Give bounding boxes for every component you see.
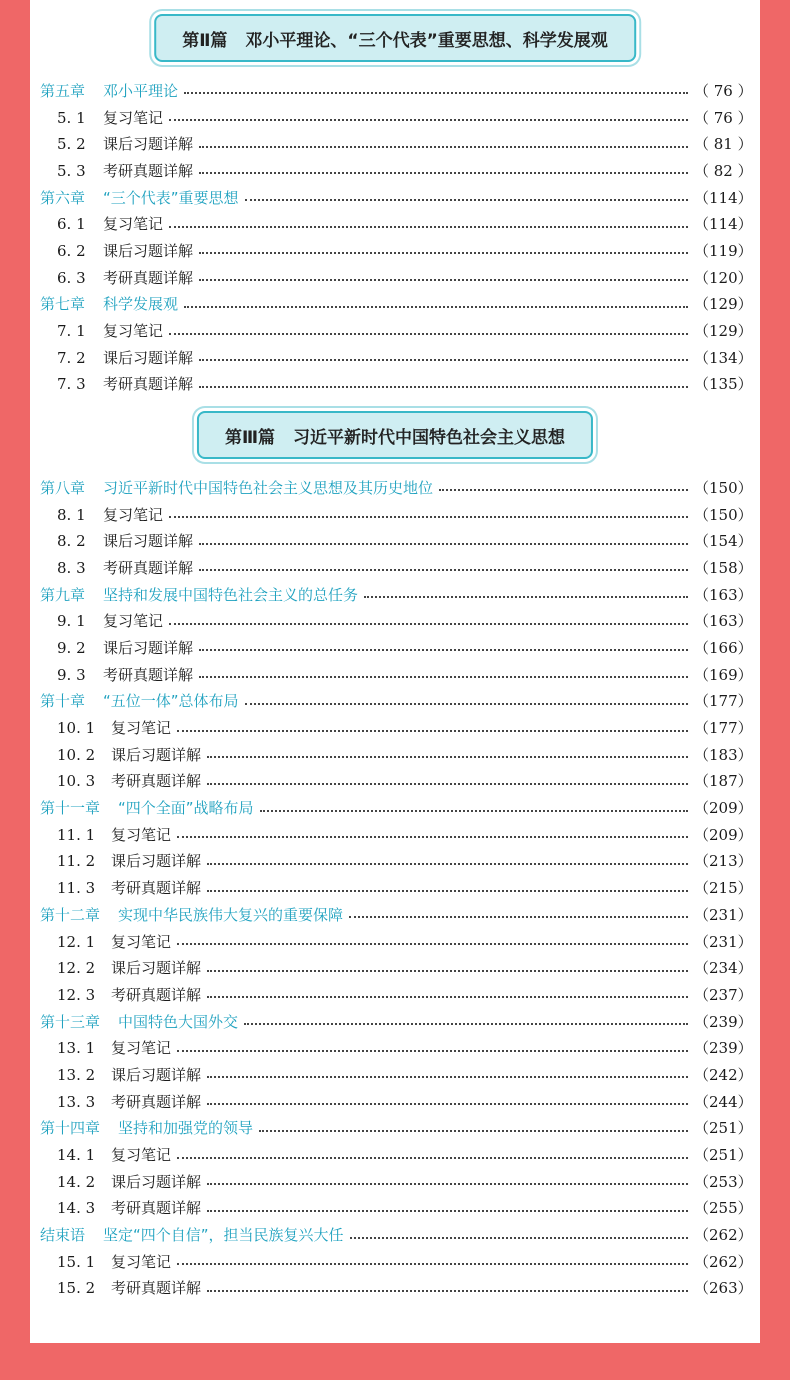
section-label bbox=[57, 744, 201, 765]
section-title: 课后习题详解 bbox=[103, 532, 194, 551]
chapter-number: 第十四章 bbox=[40, 1119, 101, 1138]
chapter-number: 结束语 bbox=[40, 1226, 86, 1245]
page-number: （163） bbox=[694, 585, 753, 604]
section-number: 10. 1 bbox=[57, 719, 96, 738]
chapter-title: “三个代表”重要思想 bbox=[103, 188, 239, 207]
section-entry[interactable] bbox=[40, 264, 752, 291]
page-number: （150） bbox=[694, 478, 753, 497]
dot-leader bbox=[207, 756, 688, 758]
page-number: （114） bbox=[694, 215, 753, 234]
page-number: （242） bbox=[694, 1065, 753, 1084]
section-title: 复习笔记 bbox=[111, 1146, 172, 1165]
page-number: （255） bbox=[694, 1199, 753, 1218]
page-number: （ 76 ） bbox=[694, 81, 753, 100]
section-title: 考研真题详解 bbox=[111, 1199, 202, 1218]
dot-leader bbox=[199, 146, 688, 148]
section-title: 课后习题详解 bbox=[111, 745, 202, 764]
dot-leader bbox=[199, 676, 688, 678]
chapter-title: 坚持和加强党的领导 bbox=[118, 1119, 254, 1138]
section-number: 14. 3 bbox=[57, 1199, 96, 1218]
section-number: 7. 1 bbox=[57, 322, 86, 341]
section-title: 课后习题详解 bbox=[111, 852, 202, 871]
dot-leader bbox=[169, 623, 688, 625]
chapter-entry[interactable] bbox=[40, 77, 752, 104]
page-number: （262） bbox=[694, 1252, 753, 1271]
section-label bbox=[57, 557, 193, 578]
page-number: （234） bbox=[694, 959, 753, 978]
section-label bbox=[57, 133, 193, 154]
dot-leader bbox=[207, 1183, 688, 1185]
section-entry[interactable] bbox=[40, 928, 752, 955]
section-entry[interactable] bbox=[40, 1061, 752, 1088]
chapter-label bbox=[40, 797, 254, 818]
dot-leader bbox=[169, 226, 688, 228]
section-number: 10. 2 bbox=[57, 745, 96, 764]
section-number: 11. 2 bbox=[57, 852, 96, 871]
page-number: （177） bbox=[694, 692, 753, 711]
page-number: （ 82 ） bbox=[694, 161, 753, 180]
section-number: 13. 3 bbox=[57, 1092, 96, 1111]
section-label bbox=[57, 1277, 201, 1298]
dot-leader bbox=[207, 1210, 688, 1212]
section-entry[interactable] bbox=[40, 954, 752, 981]
section-entry[interactable] bbox=[40, 981, 752, 1008]
section-entry[interactable] bbox=[40, 1275, 752, 1302]
section-label bbox=[57, 267, 193, 288]
section-title: 课后习题详解 bbox=[103, 135, 194, 154]
section-label bbox=[57, 850, 201, 871]
dot-leader bbox=[207, 863, 688, 865]
section-entry[interactable] bbox=[40, 344, 752, 371]
chapter-entry[interactable] bbox=[40, 1221, 752, 1248]
chapter-label bbox=[40, 1011, 238, 1032]
chapter-label bbox=[40, 187, 239, 208]
chapter-title: 习近平新时代中国特色社会主义思想及其历史地位 bbox=[103, 478, 434, 497]
page-number: （237） bbox=[694, 985, 753, 1004]
page-number: （158） bbox=[694, 558, 753, 577]
toc-page bbox=[30, 0, 760, 1343]
dot-leader bbox=[177, 1263, 688, 1265]
section-title: 考研真题详解 bbox=[103, 665, 194, 684]
section-entry[interactable] bbox=[40, 554, 752, 581]
chapter-label bbox=[40, 584, 358, 605]
section-title: 课后习题详解 bbox=[103, 638, 194, 657]
section-entry[interactable] bbox=[40, 104, 752, 131]
section-label bbox=[57, 957, 201, 978]
page-number: （150） bbox=[694, 505, 753, 524]
part-title: 邓小平理论、“三个代表”重要思想、科学发展观 bbox=[245, 30, 608, 51]
page-number: （262） bbox=[694, 1226, 753, 1245]
section-label bbox=[57, 530, 193, 551]
page-number: （231） bbox=[694, 905, 753, 924]
page-number: （135） bbox=[694, 375, 753, 394]
section-entry[interactable] bbox=[40, 634, 752, 661]
page-number: （120） bbox=[694, 268, 753, 287]
page-number: （154） bbox=[694, 532, 753, 551]
section-title: 复习笔记 bbox=[111, 719, 172, 738]
chapter-number: 第五章 bbox=[40, 81, 86, 100]
page-number: （183） bbox=[694, 745, 753, 764]
dot-leader bbox=[177, 836, 688, 838]
dot-leader bbox=[199, 359, 688, 361]
dot-leader bbox=[245, 199, 688, 201]
part-banner bbox=[197, 411, 593, 459]
section-label bbox=[57, 107, 163, 128]
section-number: 6. 3 bbox=[57, 268, 86, 287]
page-number: （239） bbox=[694, 1012, 753, 1031]
section-label bbox=[57, 504, 163, 525]
dot-leader bbox=[207, 890, 688, 892]
section-number: 5. 2 bbox=[57, 135, 86, 154]
chapter-label bbox=[40, 1117, 253, 1138]
section-entry[interactable] bbox=[40, 237, 752, 264]
chapter-title: 中国特色大国外交 bbox=[118, 1012, 239, 1031]
chapter-title: “五位一体”总体布局 bbox=[103, 692, 239, 711]
chapter-entry[interactable] bbox=[40, 1115, 752, 1142]
section-entry[interactable] bbox=[40, 210, 752, 237]
section-label bbox=[57, 1064, 201, 1085]
dot-leader bbox=[364, 596, 688, 598]
page-number: （213） bbox=[694, 852, 753, 871]
toc-list bbox=[40, 474, 752, 1301]
section-number: 14. 2 bbox=[57, 1172, 96, 1191]
dot-leader bbox=[259, 1130, 688, 1132]
dot-leader bbox=[350, 1237, 688, 1239]
dot-leader bbox=[177, 730, 688, 732]
dot-leader bbox=[177, 943, 688, 945]
section-title: 考研真题详解 bbox=[111, 1092, 202, 1111]
part-label: 第Ⅲ篇 bbox=[224, 427, 276, 448]
section-title: 复习笔记 bbox=[103, 322, 164, 341]
part-title: 习近平新时代中国特色社会主义思想 bbox=[293, 427, 566, 448]
section-label bbox=[57, 1144, 171, 1165]
section-entry[interactable] bbox=[40, 874, 752, 901]
section-title: 考研真题详解 bbox=[111, 985, 202, 1004]
dot-leader bbox=[207, 1076, 688, 1078]
dot-leader bbox=[207, 1290, 688, 1292]
section-title: 考研真题详解 bbox=[111, 772, 202, 791]
page-number: （215） bbox=[694, 879, 753, 898]
page-number: （187） bbox=[694, 772, 753, 791]
section-number: 7. 2 bbox=[57, 348, 86, 367]
part-label: 第Ⅱ篇 bbox=[182, 30, 228, 51]
chapter-number: 第十章 bbox=[40, 692, 86, 711]
section-entry[interactable] bbox=[40, 501, 752, 528]
dot-leader bbox=[207, 1103, 688, 1105]
section-title: 考研真题详解 bbox=[103, 558, 194, 577]
section-label bbox=[57, 824, 171, 845]
page-number: （166） bbox=[694, 638, 753, 657]
section-title: 考研真题详解 bbox=[111, 1279, 202, 1298]
page-number: （ 81 ） bbox=[694, 135, 753, 154]
section-number: 13. 2 bbox=[57, 1065, 96, 1084]
section-label bbox=[57, 373, 193, 394]
section-number: 8. 2 bbox=[57, 532, 86, 551]
section-label bbox=[57, 770, 201, 791]
dot-leader bbox=[169, 333, 688, 335]
page-number: （244） bbox=[694, 1092, 753, 1111]
chapter-label bbox=[40, 1224, 344, 1245]
section-number: 9. 1 bbox=[57, 612, 86, 631]
section-label bbox=[57, 1251, 171, 1272]
chapter-label bbox=[40, 904, 343, 925]
dot-leader bbox=[184, 306, 688, 308]
section-title: 课后习题详解 bbox=[103, 241, 194, 260]
dot-leader bbox=[199, 252, 688, 254]
section-title: 考研真题详解 bbox=[103, 161, 194, 180]
section-number: 13. 1 bbox=[57, 1039, 96, 1058]
section-title: 考研真题详解 bbox=[103, 375, 194, 394]
section-entry[interactable] bbox=[40, 661, 752, 688]
section-title: 课后习题详解 bbox=[111, 1065, 202, 1084]
section-entry[interactable] bbox=[40, 1088, 752, 1115]
section-entry[interactable] bbox=[40, 1141, 752, 1168]
section-title: 复习笔记 bbox=[103, 612, 164, 631]
section-entry[interactable] bbox=[40, 1248, 752, 1275]
dot-leader bbox=[177, 1050, 688, 1052]
section-entry[interactable] bbox=[40, 157, 752, 184]
dot-leader bbox=[245, 703, 688, 705]
dot-leader bbox=[199, 569, 688, 571]
chapter-entry[interactable] bbox=[40, 1008, 752, 1035]
section-entry[interactable] bbox=[40, 607, 752, 634]
page-number: （231） bbox=[694, 932, 753, 951]
chapter-title: 邓小平理论 bbox=[103, 81, 179, 100]
section-label bbox=[57, 637, 193, 658]
dot-leader bbox=[349, 916, 688, 918]
page-number: （163） bbox=[694, 612, 753, 631]
dot-leader bbox=[439, 489, 688, 491]
section-entry[interactable] bbox=[40, 848, 752, 875]
section-number: 12. 2 bbox=[57, 959, 96, 978]
section-label bbox=[57, 664, 193, 685]
section-title: 课后习题详解 bbox=[111, 1172, 202, 1191]
section-title: 复习笔记 bbox=[103, 505, 164, 524]
section-label bbox=[57, 213, 163, 234]
page-number: （114） bbox=[694, 188, 753, 207]
section-number: 12. 1 bbox=[57, 932, 96, 951]
section-label bbox=[57, 984, 201, 1005]
dot-leader bbox=[199, 386, 688, 388]
chapter-title: 坚持和发展中国特色社会主义的总任务 bbox=[103, 585, 359, 604]
section-label bbox=[57, 1037, 171, 1058]
section-title: 考研真题详解 bbox=[111, 879, 202, 898]
section-number: 8. 3 bbox=[57, 558, 86, 577]
chapter-entry[interactable] bbox=[40, 901, 752, 928]
dot-leader bbox=[199, 279, 688, 281]
section-title: 复习笔记 bbox=[103, 215, 164, 234]
section-number: 9. 3 bbox=[57, 665, 86, 684]
section-title: 课后习题详解 bbox=[111, 959, 202, 978]
toc-list bbox=[40, 77, 752, 397]
chapter-title: “四个全面”战略布局 bbox=[118, 799, 254, 818]
page-number: （251） bbox=[694, 1146, 753, 1165]
section-number: 10. 3 bbox=[57, 772, 96, 791]
dot-leader bbox=[169, 119, 688, 121]
dot-leader bbox=[184, 92, 688, 94]
section-label bbox=[57, 240, 193, 261]
section-entry[interactable] bbox=[40, 741, 752, 768]
chapter-number: 第九章 bbox=[40, 585, 86, 604]
section-entry[interactable] bbox=[40, 317, 752, 344]
chapter-title: 科学发展观 bbox=[103, 295, 179, 314]
chapter-entry[interactable] bbox=[40, 291, 752, 318]
chapter-entry[interactable] bbox=[40, 794, 752, 821]
page-number: （129） bbox=[694, 322, 753, 341]
dot-leader bbox=[199, 172, 688, 174]
section-number: 12. 3 bbox=[57, 985, 96, 1004]
page-number: （ 76 ） bbox=[694, 108, 753, 127]
section-entry[interactable] bbox=[40, 1195, 752, 1222]
section-number: 8. 1 bbox=[57, 505, 86, 524]
dot-leader bbox=[177, 1157, 688, 1159]
chapter-label bbox=[40, 690, 239, 711]
page-number: （119） bbox=[694, 241, 753, 260]
section-title: 复习笔记 bbox=[103, 108, 164, 127]
chapter-entry[interactable] bbox=[40, 184, 752, 211]
chapter-entry[interactable] bbox=[40, 581, 752, 608]
section-entry[interactable] bbox=[40, 130, 752, 157]
section-title: 复习笔记 bbox=[111, 1252, 172, 1271]
section-title: 课后习题详解 bbox=[103, 348, 194, 367]
chapter-entry[interactable] bbox=[40, 474, 752, 501]
page-number: （251） bbox=[694, 1119, 753, 1138]
dot-leader bbox=[199, 543, 688, 545]
section-number: 15. 1 bbox=[57, 1252, 96, 1271]
section-label bbox=[57, 160, 193, 181]
section-entry[interactable] bbox=[40, 371, 752, 398]
section-entry[interactable] bbox=[40, 714, 752, 741]
section-label bbox=[57, 320, 163, 341]
section-number: 11. 3 bbox=[57, 879, 96, 898]
section-label bbox=[57, 877, 201, 898]
section-number: 9. 2 bbox=[57, 638, 86, 657]
section-number: 14. 1 bbox=[57, 1146, 96, 1165]
chapter-label bbox=[40, 477, 433, 498]
dot-leader bbox=[199, 649, 688, 651]
chapter-label bbox=[40, 80, 178, 101]
section-entry[interactable] bbox=[40, 1034, 752, 1061]
dot-leader bbox=[260, 810, 688, 812]
section-number: 5. 1 bbox=[57, 108, 86, 127]
section-title: 考研真题详解 bbox=[103, 268, 194, 287]
page-number: （253） bbox=[694, 1172, 753, 1191]
section-number: 15. 2 bbox=[57, 1279, 96, 1298]
page-number: （177） bbox=[694, 719, 753, 738]
chapter-number: 第七章 bbox=[40, 295, 86, 314]
page-number: （209） bbox=[694, 799, 753, 818]
chapter-title: 坚定“四个自信”，担当民族复兴大任 bbox=[103, 1226, 344, 1245]
chapter-entry[interactable] bbox=[40, 688, 752, 715]
section-number: 5. 3 bbox=[57, 161, 86, 180]
chapter-number: 第八章 bbox=[40, 478, 86, 497]
dot-leader bbox=[169, 516, 688, 518]
section-title: 复习笔记 bbox=[111, 825, 172, 844]
dot-leader bbox=[207, 783, 688, 785]
section-label bbox=[57, 931, 171, 952]
page-number: （134） bbox=[694, 348, 753, 367]
section-number: 7. 3 bbox=[57, 375, 86, 394]
part-banner bbox=[154, 14, 636, 62]
page-number: （263） bbox=[694, 1279, 753, 1298]
chapter-number: 第六章 bbox=[40, 188, 86, 207]
section-entry[interactable] bbox=[40, 527, 752, 554]
chapter-number: 第十三章 bbox=[40, 1012, 101, 1031]
section-label bbox=[57, 347, 193, 368]
section-label bbox=[57, 1197, 201, 1218]
section-number: 6. 2 bbox=[57, 241, 86, 260]
section-number: 6. 1 bbox=[57, 215, 86, 234]
dot-leader bbox=[207, 996, 688, 998]
section-entry[interactable] bbox=[40, 768, 752, 795]
chapter-number: 第十一章 bbox=[40, 799, 101, 818]
page-number: （239） bbox=[694, 1039, 753, 1058]
page-number: （209） bbox=[694, 825, 753, 844]
section-entry[interactable] bbox=[40, 821, 752, 848]
page-number: （169） bbox=[694, 665, 753, 684]
section-label bbox=[57, 717, 171, 738]
chapter-label bbox=[40, 293, 178, 314]
page-number: （129） bbox=[694, 295, 753, 314]
section-label bbox=[57, 1091, 201, 1112]
section-entry[interactable] bbox=[40, 1168, 752, 1195]
chapter-number: 第十二章 bbox=[40, 905, 101, 924]
dot-leader bbox=[207, 970, 688, 972]
dot-leader bbox=[244, 1023, 688, 1025]
chapter-title: 实现中华民族伟大复兴的重要保障 bbox=[118, 905, 344, 924]
section-label bbox=[57, 1171, 201, 1192]
section-title: 复习笔记 bbox=[111, 1039, 172, 1058]
section-title: 复习笔记 bbox=[111, 932, 172, 951]
section-number: 11. 1 bbox=[57, 825, 96, 844]
section-label bbox=[57, 610, 163, 631]
